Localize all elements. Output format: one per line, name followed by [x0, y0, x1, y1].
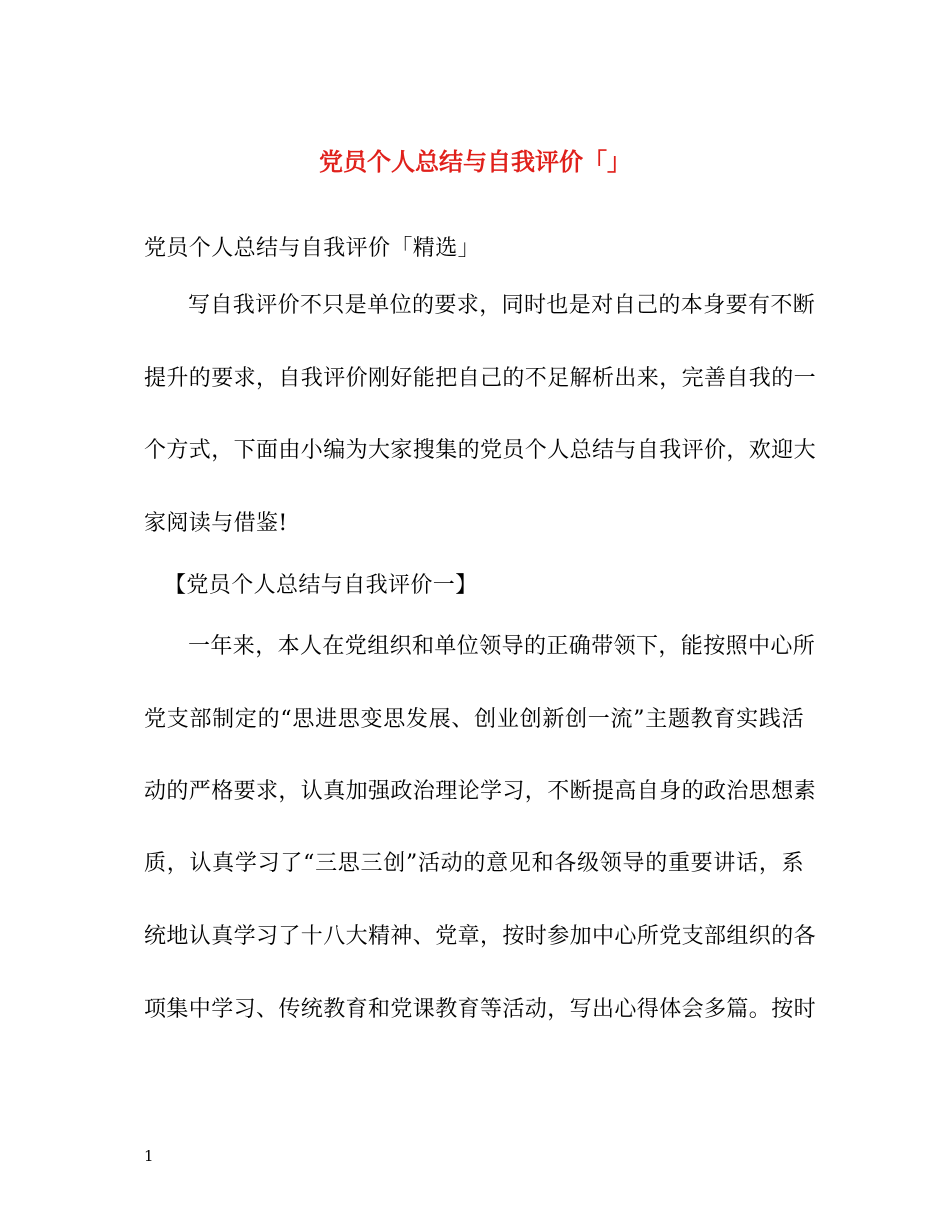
- paragraph-line: 个方式，下面由小编为大家搜集的党员个人总结与自我评价，欢迎大: [144, 438, 817, 463]
- paragraph-line: 质，认真学习了“三思三创”活动的意见和各级领导的重要讲话，系: [144, 851, 804, 876]
- document-subtitle: 党员个人总结与自我评价「精选」: [144, 236, 481, 261]
- paragraph-line: 提升的要求，自我评价刚好能把自己的不足解析出来，完善自我的一: [144, 366, 817, 391]
- section-heading: 【党员个人总结与自我评价一】: [164, 573, 478, 598]
- paragraph-line: 统地认真学习了十八大精神、党章，按时参加中心所党支部组织的各: [144, 924, 817, 949]
- document-title: 党员个人总结与自我评价「」: [319, 147, 631, 176]
- paragraph-line: 党支部制定的“思进思变思发展、创业创新创一流”主题教育实践活: [144, 707, 804, 732]
- paragraph-line: 项集中学习、传统教育和党课教育等活动，写出心得体会多篇。按时: [144, 997, 817, 1022]
- paragraph-line: 动的严格要求，认真加强政治理论学习，不断提高自身的政治思想素: [144, 779, 817, 804]
- paragraph-line: 一年来，本人在党组织和单位领导的正确带领下，能按照中心所: [188, 634, 816, 659]
- page-number: 1: [144, 1147, 154, 1165]
- paragraph-line: 家阅读与借鉴!: [144, 511, 288, 536]
- paragraph-line: 写自我评价不只是单位的要求，同时也是对自己的本身要有不断: [188, 293, 816, 318]
